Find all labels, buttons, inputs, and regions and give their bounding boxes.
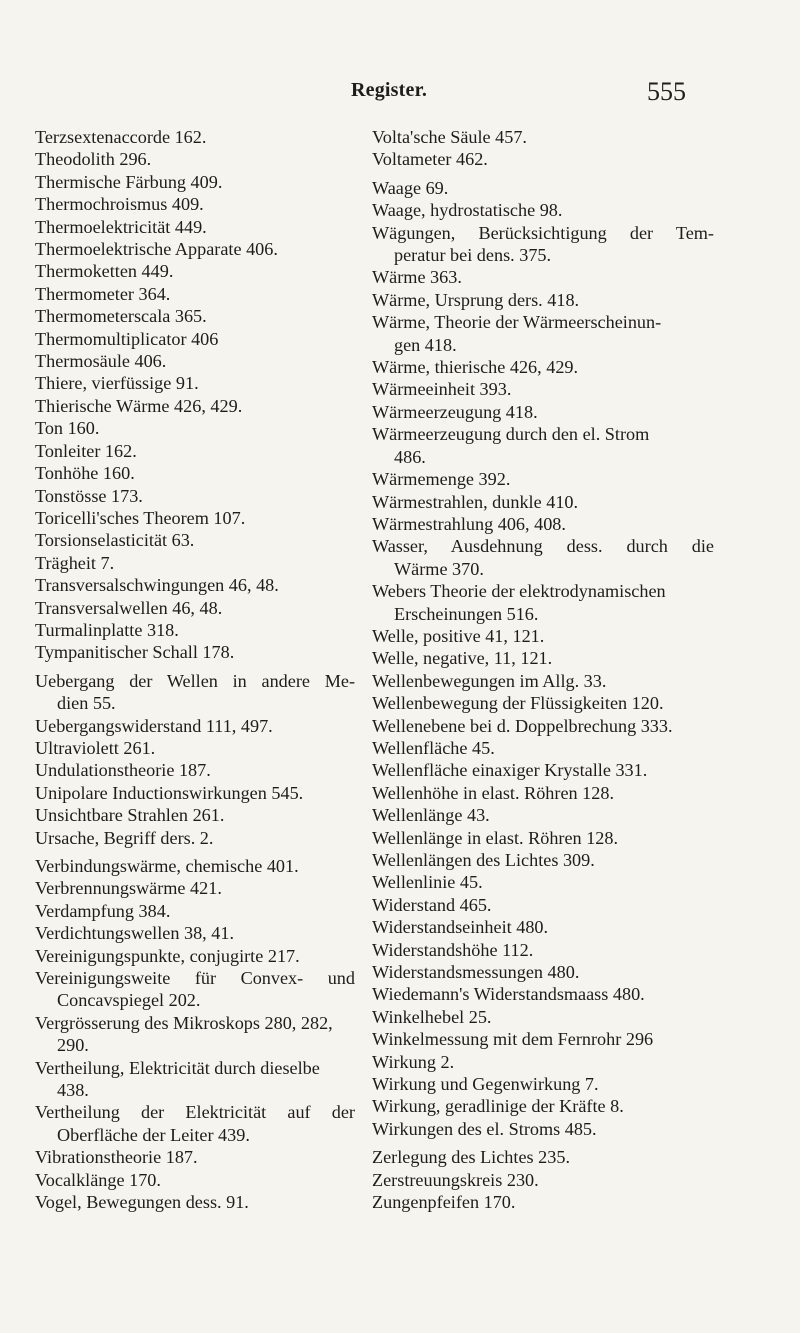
index-entry-text: Wärmemenge 392. [372, 469, 511, 490]
index-entry [35, 715, 355, 737]
index-entry-text: Wellenlinie 45. [372, 872, 483, 893]
index-entry-text: Wärme, thierische 426, 429. [372, 357, 579, 378]
index-entry [372, 311, 714, 356]
index-entry-continuation: peratur bei dens. 375. [394, 245, 552, 266]
index-entry-text: Vereinigungspunkte, conjugirte 217. [35, 945, 300, 966]
index-entry [35, 417, 355, 439]
index-entry [372, 1191, 714, 1213]
index-entry-text: Uebergangswiderstand 111, 497. [35, 715, 273, 736]
index-entry [35, 1101, 355, 1146]
index-entry-text: Zungenpfeifen 170. [372, 1192, 516, 1213]
index-entry-text: Wirkung 2. [372, 1051, 455, 1072]
index-entry [372, 647, 714, 669]
index-entry [372, 401, 714, 423]
index-entry-text: Theodolith 296. [35, 149, 152, 170]
index-entry-text: Tonleiter 162. [35, 440, 137, 461]
index-entry-text: Webers Theorie der elektrodynamischen [372, 581, 666, 602]
index-entry [372, 1169, 714, 1191]
index-entry [372, 356, 714, 378]
index-entry-text: Thermische Färbung 409. [35, 171, 223, 192]
index-entry-text: Wellenfläche 45. [372, 737, 495, 758]
index-entry-text: Vergrösserung des Mikroskops 280, 282, [35, 1012, 333, 1033]
index-entry [372, 1118, 714, 1140]
index-entry [35, 529, 355, 551]
index-entry [35, 737, 355, 759]
index-entry [372, 961, 714, 983]
index-entry-text: Widerstand 465. [372, 894, 492, 915]
index-entry-text: Thiere, vierfüssige 91. [35, 373, 199, 394]
index-entry [35, 574, 355, 596]
index-entry [372, 177, 714, 199]
index-entry-text: Uebergang der Wellen in andere Me- [35, 670, 355, 691]
index-entry-text: Volta'sche Säule 457. [372, 127, 527, 147]
index-entry [35, 238, 355, 260]
index-entry-text: Wellenbewegungen im Allg. 33. [372, 670, 607, 691]
index-entry-text: Ursache, Begriff ders. 2. [35, 827, 214, 848]
index-entry [372, 849, 714, 871]
index-entry-text: Vertheilung, Elektricität durch dieselbe [35, 1057, 320, 1078]
index-entry-text: Wärmestrahlung 406, 408. [372, 513, 566, 534]
index-entry [372, 126, 714, 148]
index-entry-text: Winkelmessung mit dem Fernrohr 296 [372, 1029, 654, 1050]
index-entry [35, 1146, 355, 1168]
index-entry-text: Wellenbewegung der Flüssigkeiten 120. [372, 693, 664, 714]
index-entry [372, 491, 714, 513]
index-entry [35, 395, 355, 417]
index-entry-text: Wägungen, Berücksichtigung der Tem- [372, 222, 714, 243]
index-entry [35, 350, 355, 372]
index-entry-text: Thermometerscala 365. [35, 306, 207, 327]
index-entry-text: Ultraviolett 261. [35, 737, 156, 758]
index-entry [35, 597, 355, 619]
index-entry-text: Zerlegung des Lichtes 235. [372, 1147, 570, 1168]
index-entry [35, 485, 355, 507]
index-entry-text: Welle, negative, 11, 121. [372, 648, 553, 669]
index-entry-continuation: dien 55. [57, 693, 116, 714]
index-entry [35, 1012, 355, 1057]
index-entry-text: Wirkung, geradlinige der Kräfte 8. [372, 1096, 624, 1117]
index-entry-text: Wellenhöhe in elast. Röhren 128. [372, 782, 614, 803]
index-entry [372, 580, 714, 625]
index-entry-text: Waage 69. [372, 177, 449, 198]
index-entry-text: Thermoelektricität 449. [35, 216, 207, 237]
index-entry [372, 1028, 714, 1050]
index-entry [35, 148, 355, 170]
index-entry [372, 1073, 714, 1095]
index-entry [372, 148, 714, 170]
index-entry [35, 193, 355, 215]
index-entry [35, 462, 355, 484]
index-entry-text: Unipolare Inductionswirkungen 545. [35, 782, 304, 803]
index-entry [372, 468, 714, 490]
index-entry [35, 552, 355, 574]
page-title: Register. [351, 79, 428, 101]
index-entry [372, 289, 714, 311]
index-entry-continuation: Oberfläche der Leiter 439. [57, 1124, 250, 1145]
index-entry [372, 759, 714, 781]
page-number: 555 [647, 77, 686, 106]
index-entry [372, 894, 714, 916]
index-entry [372, 535, 714, 580]
index-entry-continuation: 438. [57, 1080, 89, 1101]
index-entry-text: Unsichtbare Strahlen 261. [35, 805, 225, 826]
index-entry-text: Toricelli'sches Theorem 107. [35, 507, 246, 528]
index-entry-text: Wärmeerzeugung 418. [372, 401, 538, 422]
index-entry [372, 782, 714, 804]
index-entry-text: Tonhöhe 160. [35, 463, 135, 484]
index-entry [35, 1191, 355, 1213]
index-entry-text: Ton 160. [35, 418, 100, 439]
index-entry [35, 619, 355, 641]
index-entry [372, 266, 714, 288]
index-entry [372, 827, 714, 849]
index-entry [35, 328, 355, 350]
index-entry [35, 283, 355, 305]
index-entry-text: Vertheilung der Elektricität auf der [35, 1102, 355, 1123]
index-entry [35, 945, 355, 967]
index-entry [35, 877, 355, 899]
index-entry [35, 922, 355, 944]
index-entry [372, 916, 714, 938]
index-entry-text: Vereinigungsweite für Convex- und [35, 968, 355, 989]
index-entry [35, 1057, 355, 1102]
index-entry [35, 372, 355, 394]
index-entry [35, 171, 355, 193]
index-entry-text: Wellenlänge in elast. Röhren 128. [372, 827, 619, 848]
index-entry [372, 804, 714, 826]
index-entry [35, 759, 355, 781]
index-entry-text: Wellenfläche einaxiger Krystalle 331. [372, 760, 648, 781]
index-column-left [35, 126, 355, 1214]
index-entry-continuation: 290. [57, 1035, 89, 1056]
index-entry-text: Wiedemann's Widerstandsmaass 480. [372, 984, 645, 1005]
index-entry-text: Thierische Wärme 426, 429. [35, 395, 243, 416]
index-entry-text: Widerstandshöhe 112. [372, 939, 534, 960]
index-entry [35, 827, 355, 849]
index-entry-text: Thermosäule 406. [35, 351, 167, 372]
index-entry [35, 216, 355, 238]
index-entry-text: Thermometer 364. [35, 283, 171, 304]
index-entry-text: Thermochroismus 409. [35, 194, 204, 215]
index-entry [372, 939, 714, 961]
index-entry [372, 625, 714, 647]
index-entry-text: Trägheit 7. [35, 552, 115, 573]
index-entry-text: Wellenlängen des Lichtes 309. [372, 850, 595, 870]
index-entry-text: Thermoketten 449. [35, 261, 174, 282]
index-entry [35, 641, 355, 663]
index-entry-text: Voltameter 462. [372, 149, 488, 170]
index-entry-text: Vocalklänge 170. [35, 1169, 161, 1190]
index-entry-text: Wirkungen des el. Stroms 485. [372, 1118, 597, 1139]
index-entry-text: Verbrennungswärme 421. [35, 878, 222, 899]
index-entry-text: Tympanitischer Schall 178. [35, 642, 235, 663]
index-entry [372, 222, 714, 267]
index-entry [372, 983, 714, 1005]
index-entry-text: Turmalinplatte 318. [35, 619, 179, 640]
index-entry-text: Thermomultiplicator 406 [35, 328, 219, 349]
index-entry-text: Wasser, Ausdehnung dess. durch die [372, 536, 714, 557]
index-entry [35, 855, 355, 877]
index-entry-text: Zerstreuungskreis 230. [372, 1169, 539, 1190]
index-entry [372, 378, 714, 400]
index-entry [372, 513, 714, 535]
index-entry [35, 1169, 355, 1191]
index-entry-text: Wellenebene bei d. Doppelbrechung 333. [372, 715, 673, 736]
index-entry-text: Verdichtungswellen 38, 41. [35, 923, 235, 944]
index-entry [35, 782, 355, 804]
index-entry-text: Wärmeerzeugung durch den el. Strom [372, 424, 650, 445]
index-entry [372, 199, 714, 221]
index-column-right [372, 126, 714, 1214]
index-entry-continuation: gen 418. [394, 334, 457, 355]
index-entry-continuation: Erscheinungen 516. [394, 603, 539, 624]
index-entry [372, 670, 714, 692]
index-entry-text: Terzsextenaccorde 162. [35, 127, 207, 147]
index-entry-text: Wärmestrahlen, dunkle 410. [372, 491, 579, 512]
index-entry [372, 692, 714, 714]
index-entry-text: Widerstandsmessungen 480. [372, 962, 580, 983]
index-entry-text: Vogel, Bewegungen dess. 91. [35, 1192, 249, 1213]
index-entry-text: Wellenlänge 43. [372, 805, 490, 826]
index-entry [372, 1095, 714, 1117]
index-entry [372, 423, 714, 468]
index-entry-text: Transversalschwingungen 46, 48. [35, 575, 279, 596]
index-entry [372, 1051, 714, 1073]
index-entry [372, 737, 714, 759]
index-entry-text: Wärme 363. [372, 267, 462, 288]
index-entry-continuation: Concavspiegel 202. [57, 990, 201, 1011]
index-entry-text: Tonstösse 173. [35, 485, 143, 506]
index-entry-text: Wärmeeinheit 393. [372, 379, 512, 400]
index-entry [372, 1006, 714, 1028]
index-entry [35, 126, 355, 148]
index-entry [372, 1146, 714, 1168]
index-entry-text: Winkelhebel 25. [372, 1006, 492, 1027]
index-entry-continuation: Wärme 370. [394, 558, 484, 579]
index-entry-continuation: 486. [394, 446, 426, 467]
index-entry [372, 871, 714, 893]
index-entry-text: Vibrationstheorie 187. [35, 1147, 198, 1168]
index-entry [35, 670, 355, 715]
index-entry [35, 507, 355, 529]
page-header [0, 79, 800, 109]
index-entry-text: Thermoelektrische Apparate 406. [35, 239, 278, 260]
index-entry [35, 305, 355, 327]
index-entry-text: Wirkung und Gegenwirkung 7. [372, 1074, 599, 1095]
index-entry-text: Welle, positive 41, 121. [372, 625, 545, 646]
index-entry-text: Undulationstheorie 187. [35, 760, 211, 781]
index-entry-text: Verbindungswärme, chemische 401. [35, 856, 299, 876]
index-entry [35, 967, 355, 1012]
index-entry-text: Waage, hydrostatische 98. [372, 200, 563, 221]
index-entry-text: Widerstandseinheit 480. [372, 917, 549, 938]
index-entry-text: Wärme, Theorie der Wärmeerscheinun- [372, 312, 662, 333]
index-entry [35, 804, 355, 826]
index-entry-text: Transversalwellen 46, 48. [35, 597, 223, 618]
index-entry [372, 715, 714, 737]
index-entry-text: Torsionselasticität 63. [35, 530, 195, 551]
index-entry [35, 260, 355, 282]
index-entry [35, 900, 355, 922]
index-entry-text: Wärme, Ursprung ders. 418. [372, 289, 580, 310]
index-entry [35, 440, 355, 462]
index-entry-text: Verdampfung 384. [35, 900, 171, 921]
